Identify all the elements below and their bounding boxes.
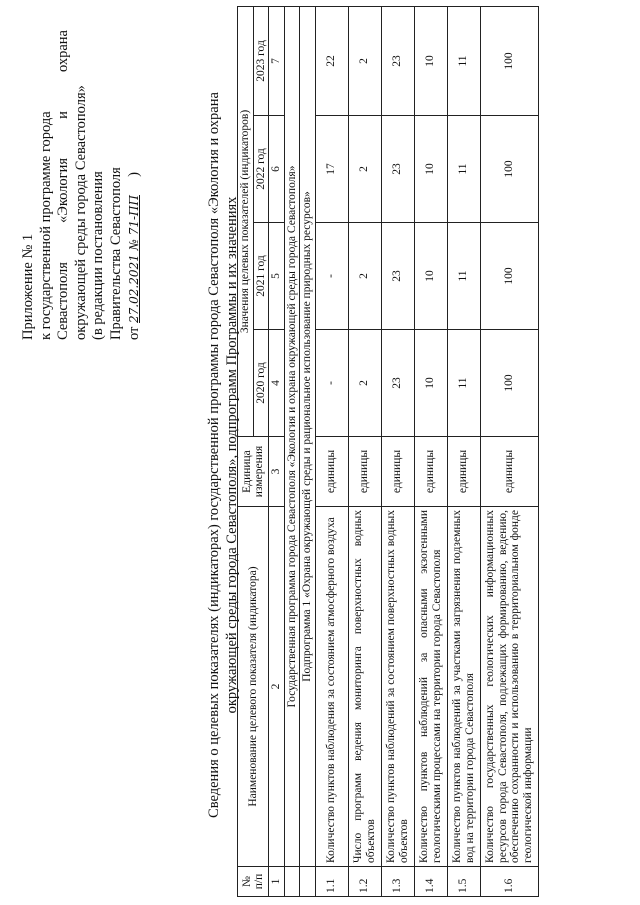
table-row (414, 6, 447, 896)
appendix-title: Приложение № 1 (20, 233, 36, 340)
row-value-2022: 100 (480, 116, 538, 223)
appendix-line: (в редакции постановления (90, 171, 107, 340)
col-number: 7 (269, 6, 285, 115)
indicators-table (237, 6, 539, 897)
date-prefix: от (125, 326, 142, 340)
header-values-group: Значения целевых показателей (индикаторов) (238, 6, 254, 436)
header-year: 2023 год (253, 6, 269, 115)
row-unit: единицы (348, 437, 381, 507)
handwritten-date-number: 27.02.2021 № 71-ПП (126, 195, 141, 323)
row-name: Число программ ведения мониторинга поверхностных водных объектов (348, 507, 381, 867)
row-value-2020: 2 (348, 330, 381, 437)
appendix-line: окружающей среды города Севастополя» (72, 85, 89, 340)
table-row (447, 6, 480, 896)
row-value-2022: 17 (315, 116, 348, 223)
row-num: 1.1 (315, 867, 348, 897)
row-name: Количество пунктов наблюдения за состоянием атмосферного воздуха (315, 507, 348, 867)
closing-paren: ) (125, 172, 142, 196)
row-name: Количество государственных геологических информационных ресурсов города Севастополя, подлежащих формированию, ведению, обеспечению сохранности и использованию в территориальном фонде геологической информации (480, 507, 538, 867)
row-num: 1.3 (381, 867, 414, 897)
row-value-2021: - (315, 223, 348, 330)
row-value-2021: 11 (447, 223, 480, 330)
column-numbers-row (269, 6, 285, 896)
row-value-2021: 23 (381, 223, 414, 330)
row-unit: единицы (381, 437, 414, 507)
heading-line: Сведения о целевых показателях (индикаторах) государственной программы города Севастополя «Экология и охрана (206, 92, 222, 818)
appendix-line: Правительства Севастополя (107, 167, 124, 340)
appendix-line-justified (55, 30, 73, 340)
header-num: № п/п (238, 867, 269, 897)
col-number: 5 (269, 223, 285, 330)
row-value-2023: 100 (480, 6, 538, 115)
row-value-2023: 2 (348, 6, 381, 115)
header-year: 2021 год (253, 223, 269, 330)
empty-cell (300, 867, 316, 897)
program-section-row (284, 6, 300, 896)
row-unit: единицы (414, 437, 447, 507)
row-num: 1.2 (348, 867, 381, 897)
header-unit: Единица измерения (238, 437, 269, 507)
row-num: 1.5 (447, 867, 480, 897)
col-number: 6 (269, 116, 285, 223)
row-num: 1.4 (414, 867, 447, 897)
program-section-title: Государственная программа города Севастополя «Экология и охрана окружающей среды города Севастополя» (284, 6, 300, 866)
header-year: 2020 год (253, 330, 269, 437)
document-heading (205, 15, 241, 895)
header-name: Наименование целевого показателя (индикатора) (238, 507, 269, 867)
row-value-2021: 10 (414, 223, 447, 330)
heading-line: окружающей среды города Севастополя», подпрограмм Программы и их значениях (224, 196, 240, 714)
col-number: 2 (269, 507, 285, 867)
appendix-word: Севастополя (55, 262, 72, 340)
row-value-2021: 100 (480, 223, 538, 330)
row-value-2023: 22 (315, 6, 348, 115)
row-name: Количество пунктов наблюдений за участками загрязнения подземных вод на территории города Севастополя (447, 507, 480, 867)
row-value-2023: 10 (414, 6, 447, 115)
subprogram-section-title: Подпрограмма 1 «Охрана окружающей среды и рациональное использование природных ресурсов» (300, 6, 316, 866)
empty-cell (284, 867, 300, 897)
appendix-block (20, 30, 143, 340)
row-value-2021: 2 (348, 223, 381, 330)
row-value-2022: 23 (381, 116, 414, 223)
appendix-word: и (55, 111, 72, 119)
table-row (315, 6, 348, 896)
appendix-line: к государственной программе города (37, 111, 54, 340)
row-value-2020: 10 (414, 330, 447, 437)
row-value-2020: 23 (381, 330, 414, 437)
row-value-2023: 23 (381, 6, 414, 115)
table-row (381, 6, 414, 896)
header-year: 2022 год (253, 116, 269, 223)
row-value-2022: 10 (414, 116, 447, 223)
row-value-2020: 100 (480, 330, 538, 437)
row-unit: единицы (480, 437, 538, 507)
row-value-2023: 11 (447, 6, 480, 115)
row-value-2022: 2 (348, 116, 381, 223)
appendix-date-line (126, 30, 144, 340)
table-row (480, 6, 538, 896)
col-number: 3 (269, 437, 285, 507)
subprogram-section-row (300, 6, 316, 896)
appendix-word: охрана (55, 30, 72, 73)
row-name: Количество пунктов наблюдений за состоянием поверхностных водных объектов (381, 507, 414, 867)
row-value-2020: 11 (447, 330, 480, 437)
row-unit: единицы (315, 437, 348, 507)
row-unit: единицы (447, 437, 480, 507)
table-row (348, 6, 381, 896)
row-value-2020: - (315, 330, 348, 437)
col-number: 4 (269, 330, 285, 437)
row-value-2022: 11 (447, 116, 480, 223)
row-name: Количество пунктов наблюдений за опасными экзогенными геологическими процессами на территории города Севастополя (414, 507, 447, 867)
header-row (238, 6, 254, 896)
appendix-word: «Экология (55, 157, 72, 223)
col-number: 1 (269, 867, 285, 897)
row-num: 1.6 (480, 867, 538, 897)
